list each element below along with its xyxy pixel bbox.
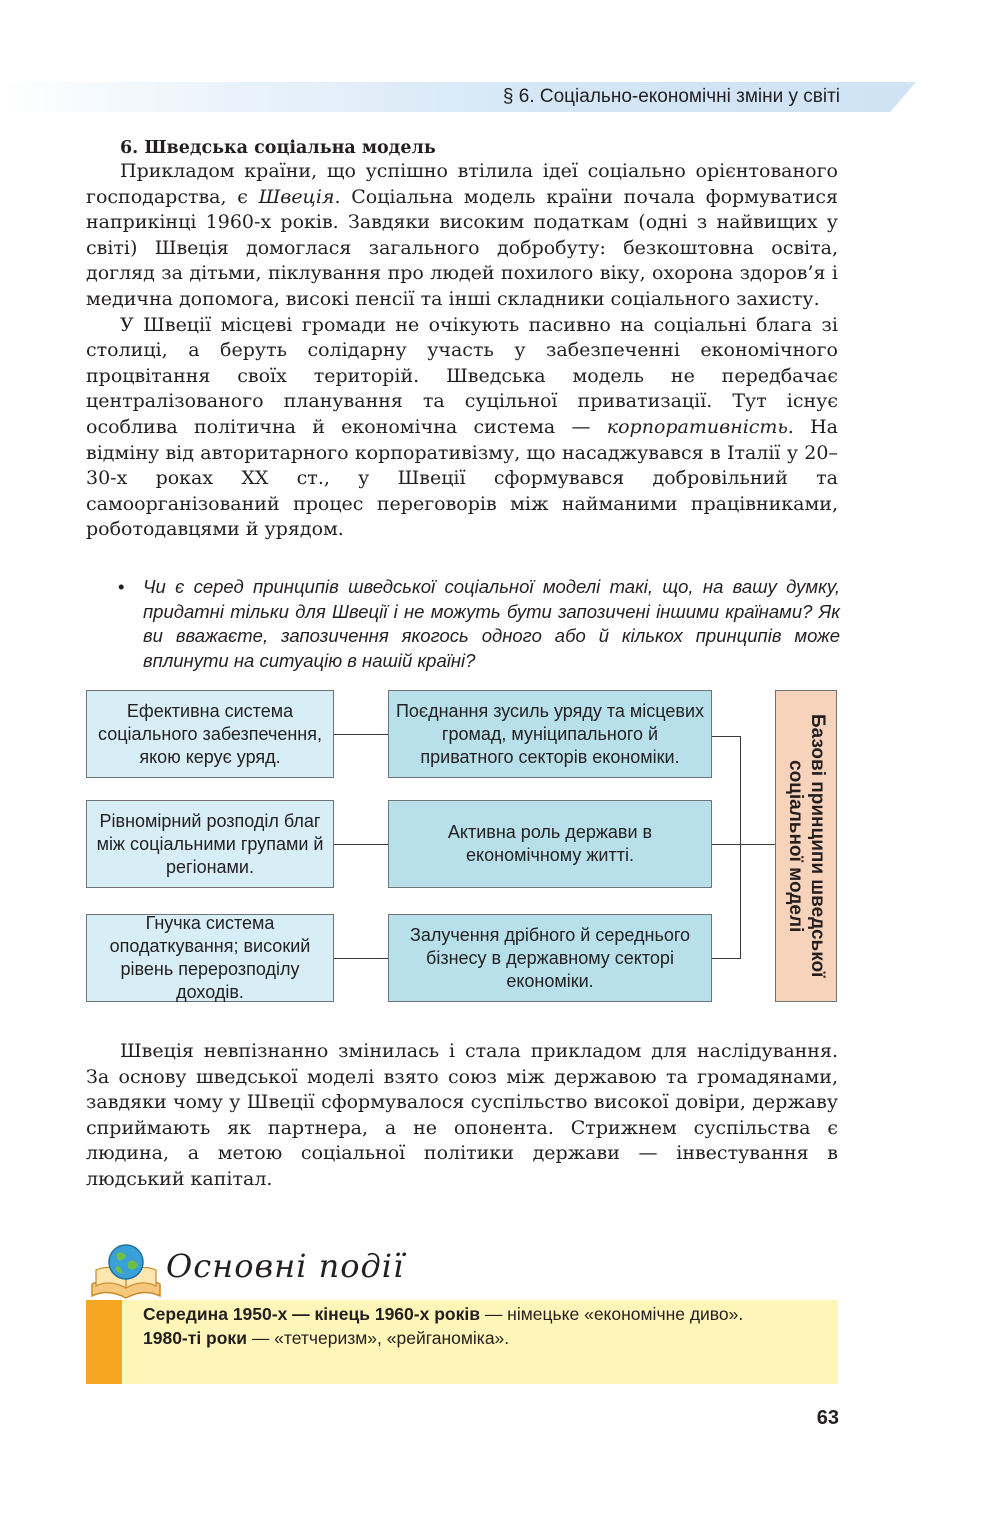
diagram-box-middle-3: Залучення дрібного й середнього бізнесу в державному секторі економіки. <box>388 914 712 1002</box>
paragraph-2: У Швеції місцеві громади не очікують пасивно на соціальні блага зі столиці, а беруть солідарну участь у забезпеченні економічного процвітання своїх територій. Шведська модель не передбачає централізованого планування та суцільної приватизації. Тут існує особлива політична й економічна система — корпоративність. На відміну від авторитарного корпоративізму, що насаджувався в Італії у 20–30-х роках XX ст., у Швеції сформувався добровільний та самоорганізований процес переговорів між найманими працівниками, роботодавцями й урядом. <box>86 313 838 541</box>
paragraph-1: Прикладом країни, що успішно втілила ідеї соціально орієнтованого господарства, є Швеція. Соціальна модель країни почала формуватися наприкінці 1960-х років. Завдяки високим податкам (одні з найвищих у світі) Швеція домоглася загального добробуту: безкоштовна освіта, догляд за дітьми, піклування про людей похилого віку, охорона здоров’я і медична допомога, високі пенсії та інші складники соціального захисту. <box>86 160 838 310</box>
events-title: Основні події <box>166 1247 405 1285</box>
diagram-box-left-1: Ефективна система соціального забезпечення, якою керує уряд. <box>86 690 334 778</box>
connector-mid-3 <box>712 958 740 959</box>
connector-vertical <box>740 736 741 959</box>
event-item: 1980-ті роки — «тетчеризм», «рейганоміка». <box>143 1328 510 1348</box>
connector-mid-2 <box>712 844 740 845</box>
event-item: Середина 1950-х — кінець 1960-х років — німецьке «економічне диво». <box>143 1304 744 1324</box>
diagram-box-middle-1: Поєднання зусиль уряду та місцевих громад, муніципального й приватного секторів економіки. <box>388 690 712 778</box>
running-header: § 6. Соціально-економічні зміни у світі <box>502 86 840 107</box>
connector-left-2 <box>334 844 388 845</box>
connector-left-3 <box>334 958 388 959</box>
bullet: • <box>118 576 125 597</box>
section-title: 6. Шведська соціальна модель <box>120 138 436 158</box>
diagram-box-left-3: Гнучка система оподаткування; високий рівень перерозподілу доходів. <box>86 914 334 1002</box>
connector-to-title <box>740 844 775 845</box>
connector-mid-1 <box>712 736 740 737</box>
section-text <box>86 137 838 543</box>
connector-left-1 <box>334 734 388 735</box>
page-number: 63 <box>816 1407 839 1429</box>
diagram-box-middle-2: Активна роль держави в економічному житті. <box>388 800 712 888</box>
discussion-question <box>118 575 840 673</box>
paragraph-3: Швеція невпізнанно змінилась і стала прикладом для наслідування. За основу шведської моделі взято союз між державою та громадянами, завдяки чому у Швеції сформувалося суспільство високої довіри, державу сприймають як партнера, а не опонента. Стрижнем суспільства є людина, а метою соціальної політики держави — інвестування в людський капітал. <box>86 1040 838 1190</box>
conclusion-text <box>86 1039 838 1193</box>
diagram-box-title: Базові принципи шведської соціальної моделі <box>775 690 837 1002</box>
globe-book-icon <box>88 1240 164 1302</box>
events-box <box>86 1300 838 1384</box>
diagram-box-left-2: Рівномірний розподіл благ між соціальними групами й регіонами. <box>86 800 334 888</box>
question-text: Чи є серед принципів шведської соціальної моделі такі, що, на вашу думку, придатні тільки для Швеції і не можуть бути запозичені іншими країнами? Як ви вважаєте, запозичення якогось одного або й кількох принципів може вплинути на ситуацію в нашій країні? <box>143 576 840 671</box>
